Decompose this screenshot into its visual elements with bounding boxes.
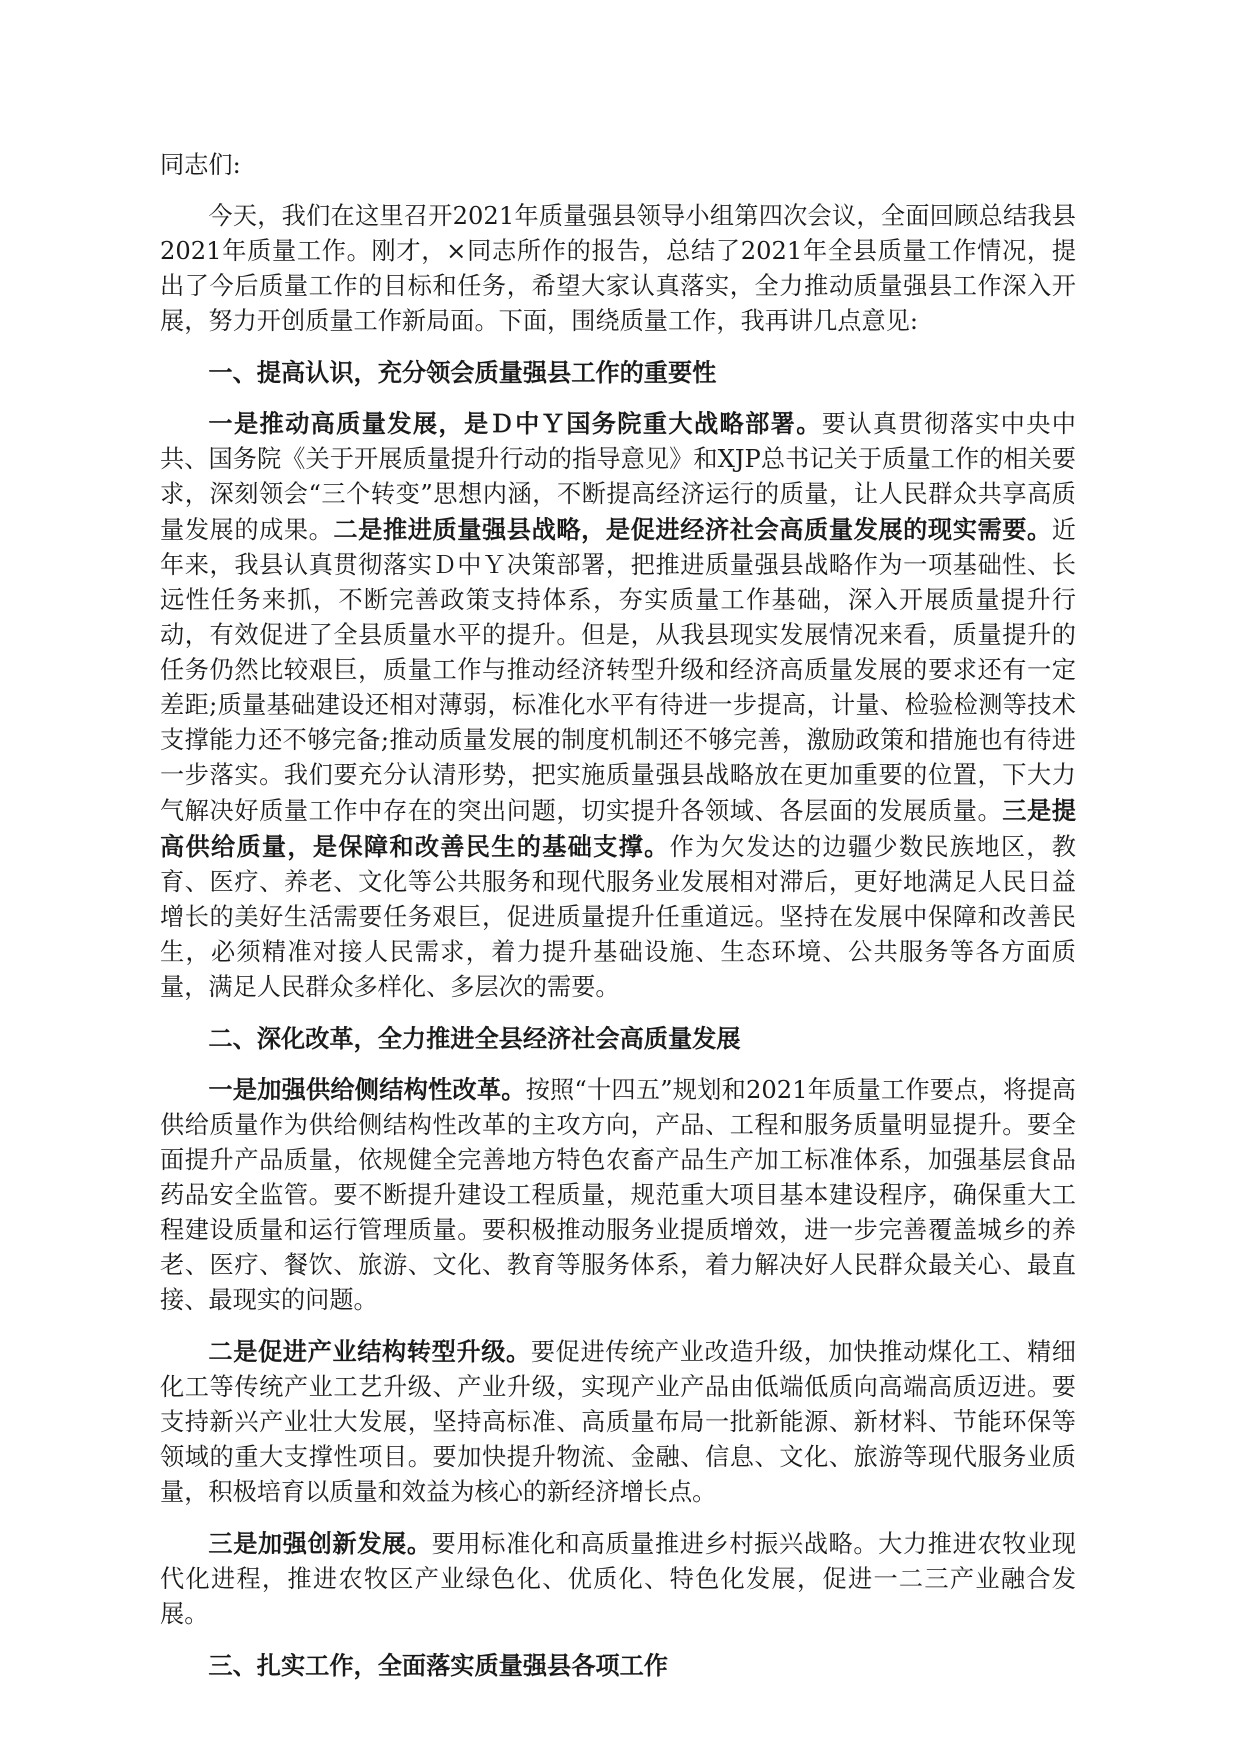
section-1-point-3-lead: 三是提高供给质量，是保障和改善民生的基础支撑。 — [160, 796, 1076, 861]
section-2-point-3-text: 要用标准化和高质量推进乡村振兴战略。大力推进农牧业现代化进程，推进农牧区产业绿色化、优质化、特色化发展，促进一二三产业融合发展。 — [160, 1530, 1076, 1628]
section-1-point-2-lead: 二是推进质量强县战略，是促进经济社会高质量发展的现实需要。 — [333, 515, 1052, 544]
section-1-paragraph — [160, 406, 1076, 1005]
document-body — [160, 148, 1076, 1699]
section-2-heading: 二、深化改革，全力推进全县经济社会高质量发展 — [208, 1024, 741, 1053]
salutation: 同志们: — [160, 151, 241, 179]
section-1-point-1-lead: 一是推动高质量发展，是Ｄ中Ｙ国务院重大战略部署。 — [208, 409, 822, 438]
section-2-point-2-text: 要促进传统产业改造升级，加快推动煤化工、精细化工等传统产业工艺升级、产业升级，实现产业产品由低端低质向高端高质迈进。要支持新兴产业壮大发展，坚持高标准、高质量布局一批新能源、新材料、节能环保等领域的重大支撑性项目。要加快提升物流、金融、信息、文化、旅游等现代服务业质量，积极培育以质量和效益为核心的新经济增长点。 — [160, 1338, 1076, 1506]
section-1-point-3-text: 作为欠发达的边疆少数民族地区，教育、医疗、养老、文化等公共服务和现代服务业发展相对滞后，更好地满足人民日益增长的美好生活需要任务艰巨，促进质量提升任重道远。坚持在发展中保障和改善民生，必须精准对接人民需求，着力提升基础设施、生态环境、公共服务等各方面质量，满足人民群众多样化、多层次的需要。 — [160, 833, 1076, 1001]
section-1-heading: 一、提高认识，充分领会质量强县工作的重要性 — [208, 358, 717, 387]
section-1-point-2-text: 近年来，我县认真贯彻落实Ｄ中Ｙ决策部署，把推进质量强县战略作为一项基础性、长远性任务来抓，不断完善政策支持体系，夯实质量工作基础，深入开展质量提升行动，有效促进了全县质量水平的提升。但是，从我县现实发展情况来看，质量提升的任务仍然比较艰巨，质量工作与推动经济转型升级和经济高质量发展的要求还有一定差距;质量基础建设还相对薄弱，标准化水平有待进一步提高，计量、检验检测等技术支撑能力还不够完备;推动质量发展的制度机制还不够完善，激励政策和措施也有待进一步落实。我们要充分认清形势，把实施质量强县战略放在更加重要的位置，下大力气解决好质量工作中存在的突出问题，切实提升各领域、各层面的发展质量。 — [160, 516, 1076, 825]
intro-paragraph: 今天，我们在这里召开2021年质量强县领导小组第四次会议，全面回顾总结我县2021年质量工作。刚才，×同志所作的报告，总结了2021年全县质量工作情况，提出了今后质量工作的目标和任务，希望大家认真落实，全力推动质量强县工作深入开展，努力开创质量工作新局面。下面，围绕质量工作，我再讲几点意见: — [160, 202, 1076, 335]
section-1-point-1-text: 要认真贯彻落实中央中共、国务院《关于开展质量提升行动的指导意见》和XJP总书记关于质量工作的相关要求，深刻领会“三个转变”思想内涵，不断提高经济运行的质量，让人民群众共享高质量发展的成果。 — [160, 410, 1076, 544]
section-3-heading: 三、扎实工作，全面落实质量强县各项工作 — [208, 1651, 668, 1680]
section-2-point-2-lead: 二是促进产业结构转型升级。 — [208, 1337, 531, 1366]
section-2-paragraph-1 — [160, 1072, 1076, 1318]
section-2-point-1-lead: 一是加强供给侧结构性改革。 — [208, 1075, 526, 1104]
section-2-paragraph-2 — [160, 1334, 1076, 1510]
section-2-point-1-text: 按照“十四五”规划和2021年质量工作要点，将提高供给质量作为供给侧结构性改革的主攻方向，产品、工程和服务质量明显提升。要全面提升产品质量，依规健全完善地方特色农畜产品生产加工标准体系，加强基层食品药品安全监管。要不断提升建设工程质量，规范重大项目基本建设程序，确保重大工程建设质量和运行管理质量。要积极推动服务业提质增效，进一步完善覆盖城乡的养老、医疗、餐饮、旅游、文化、教育等服务体系，着力解决好人民群众最关心、最直接、最现实的问题。 — [160, 1076, 1076, 1314]
section-2-paragraph-3 — [160, 1526, 1076, 1632]
section-2-point-3-lead: 三是加强创新发展。 — [208, 1529, 432, 1558]
